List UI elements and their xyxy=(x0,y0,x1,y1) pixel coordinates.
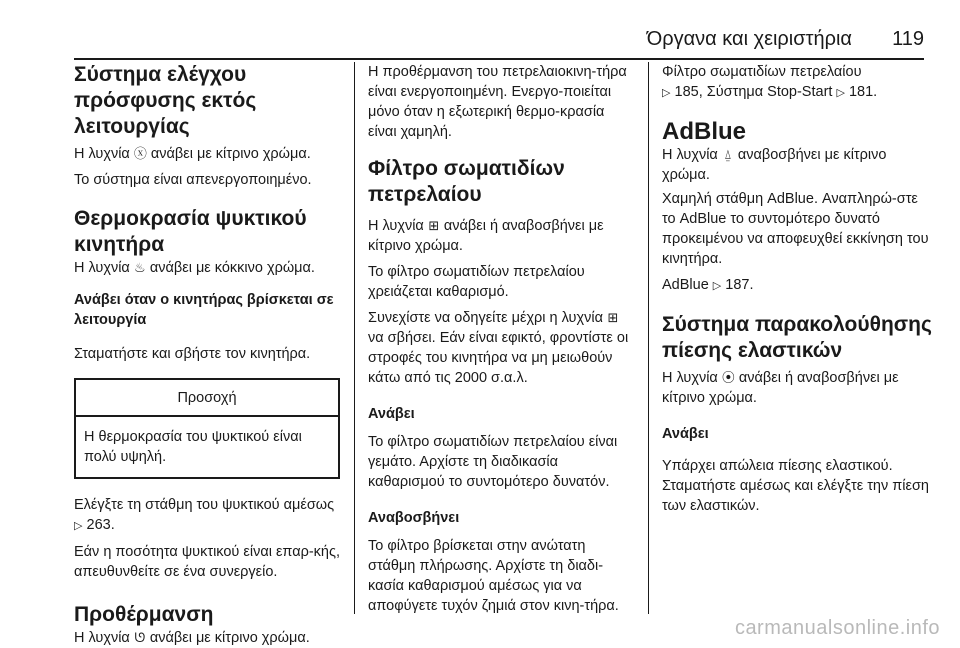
coolant-temperature-icon: ♨ xyxy=(134,260,146,275)
cross-reference-icon: ▷ xyxy=(74,520,83,532)
paragraph xyxy=(74,628,340,648)
text: Η λυχνία xyxy=(662,147,718,163)
subsection-title-lit: Ανάβει xyxy=(368,406,415,422)
text: Συνεχίστε να οδηγείτε μέχρι η λυχνία xyxy=(368,310,603,326)
cross-reference-icon: ▷ xyxy=(836,87,845,99)
paragraph xyxy=(662,368,932,408)
section-title-tpms: Σύστημα παρακολούθησης πίεσης ελαστικών xyxy=(662,313,932,362)
column-divider xyxy=(354,62,355,614)
page-reference: 187. xyxy=(725,277,754,293)
paragraph xyxy=(74,144,340,164)
column-3 xyxy=(662,62,932,516)
text: Η λυχνία xyxy=(74,260,130,276)
column-2 xyxy=(368,62,634,616)
paragraph: Το φίλτρο σωματιδίων πετρελαίου χρειάζεται καθαρισμό. xyxy=(368,264,585,300)
section-title-coolant: Θερμοκρασία ψυκτικού κινητήρα xyxy=(74,207,307,256)
text: Η λυχνία xyxy=(368,218,424,234)
text: Φίλτρο σωματιδίων πετρελαίου xyxy=(662,64,862,80)
page-number: 119 xyxy=(892,28,924,50)
paragraph xyxy=(74,258,340,278)
subsection-title-lit: Ανάβει xyxy=(662,426,709,442)
particle-filter-icon: ⊞ xyxy=(428,218,440,233)
paragraph: Το φίλτρο σωματιδίων πετρελαίου είναι γεμάτο. Αρχίστε τη διαδικασία καθαρισμού το συντομότερο δυνατόν. xyxy=(368,434,618,490)
traction-off-icon: ⓧ xyxy=(133,146,147,161)
subsection-title: Ανάβει όταν ο κινητήρας βρίσκεται σε λειτουργία xyxy=(74,292,334,328)
paragraph xyxy=(662,62,932,103)
page-header xyxy=(74,28,924,62)
adblue-icon: ⍙ xyxy=(723,147,732,162)
text: Η λυχνία xyxy=(74,146,130,162)
watermark: carmanualsonline.info xyxy=(734,617,940,639)
paragraph xyxy=(662,145,932,185)
column-1 xyxy=(74,62,340,648)
text: ανάβει με κίτρινο χρώμα. xyxy=(150,146,311,162)
column-divider xyxy=(648,62,649,614)
page-reference: 185, Σύστημα Stop-Start xyxy=(674,84,833,100)
paragraph xyxy=(74,495,340,536)
text: Η λυχνία xyxy=(74,630,130,646)
section-title-dpf: Φίλτρο σωματιδίων πετρελαίου xyxy=(368,157,565,206)
caution-body: Η θερμοκρασία του ψυκτικού είναι πολύ υψηλή. xyxy=(84,429,302,465)
paragraph: Υπάρχει απώλεια πίεσης ελαστικού. Σταματήστε αμέσως και ελέγξτε την πίεση των ελαστικών. xyxy=(662,458,929,514)
text: ανάβει ή αναβοσβήνει με κίτρινο χρώμα. xyxy=(368,218,604,254)
text: αναβοσβήνει με κίτρινο χρώμα. xyxy=(662,147,887,183)
text: ανάβει με κίτρινο χρώμα. xyxy=(149,630,310,646)
text: να σβήσει. Εάν είναι εφικτό, φροντίστε οι στροφές του κινητήρα να μη μειωθούν κάτω από τις 2000 σ.α.λ. xyxy=(368,330,629,386)
page-reference: 263. xyxy=(86,517,115,533)
section-title-preheat: Προθέρμανση xyxy=(74,603,214,626)
paragraph xyxy=(662,275,932,296)
caution-title: Προσοχή xyxy=(76,380,338,417)
text: ανάβει με κόκκινο χρώμα. xyxy=(149,260,315,276)
paragraph: Το σύστημα είναι απενεργοποιημένο. xyxy=(74,172,312,188)
paragraph: Εάν η ποσότητα ψυκτικού είναι επαρ-κής, απευθυνθείτε σε ένα συνεργείο. xyxy=(74,544,341,580)
section-title-adblue: AdBlue xyxy=(662,118,746,145)
caution-box xyxy=(74,378,340,479)
tire-pressure-icon: ⦿ xyxy=(721,370,735,385)
paragraph: Η προθέρμανση του πετρελαιοκινη-τήρα είναι ενεργοποιημένη. Ενεργο-ποιείται μόνο όταν η εξωτερική θερμο-κρασία είναι χαμηλή. xyxy=(368,64,627,140)
header-rule xyxy=(74,58,924,60)
cross-reference-icon: ▷ xyxy=(662,87,671,99)
subsection-title-flashing: Αναβοσβήνει xyxy=(368,510,460,526)
text: Η λυχνία xyxy=(662,370,718,386)
particle-filter-icon: ⊞ xyxy=(607,310,619,325)
section-title-traction-off: Σύστημα ελέγχου πρόσφυσης εκτός λειτουργίας xyxy=(74,63,257,138)
text: Ελέγξτε τη στάθμη του ψυκτικού αμέσως xyxy=(74,497,335,513)
header-title: Όργανα και χειριστήρια xyxy=(646,28,852,50)
cross-reference-icon: ▷ xyxy=(712,280,722,292)
text: AdBlue xyxy=(662,277,709,293)
text: ανάβει ή αναβοσβήνει με κίτρινο χρώμα. xyxy=(662,370,899,406)
paragraph: Χαμηλή στάθμη AdBlue. Αναπληρώ-στε το AdBlue το συντομότερο δυνατό προκειμένου να αποφευχθεί εκκίνηση του κινητήρα. xyxy=(662,191,929,267)
paragraph: Σταματήστε και σβήστε τον κινητήρα. xyxy=(74,346,311,362)
paragraph xyxy=(368,308,634,388)
page-reference: 181. xyxy=(848,84,878,100)
paragraph xyxy=(368,216,634,256)
glow-plug-icon: ᘎ xyxy=(134,630,146,645)
paragraph: Το φίλτρο βρίσκεται στην ανώτατη στάθμη πλήρωσης. Αρχίστε τη διαδι-κασία καθαρισμού αμέσως για να αποφύγετε τυχόν ζημιά στον κινη-τήρα. xyxy=(368,538,619,614)
